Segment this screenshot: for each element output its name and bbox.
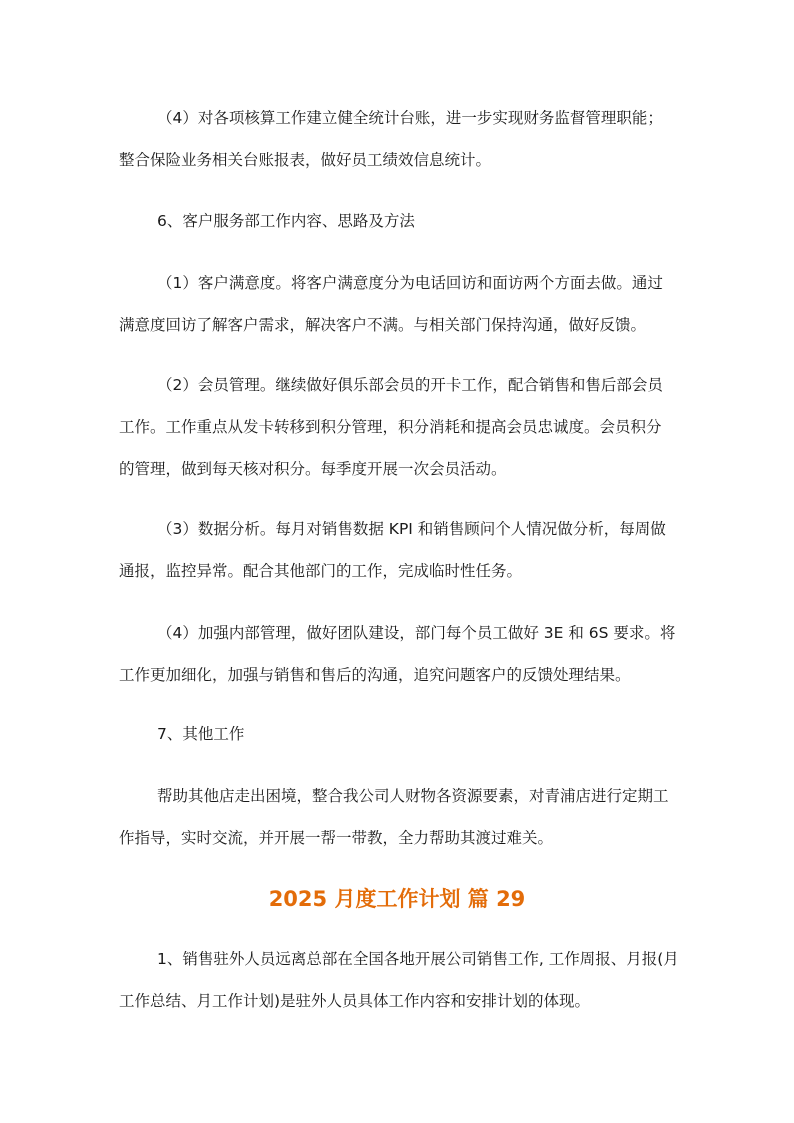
text-line: （1）客户满意度。将客户满意度分为电话回访和面访两个方面去做。通过	[157, 274, 663, 292]
text-line: 的管理，做到每天核对积分。每季度开展一次会员活动。	[119, 460, 507, 478]
text-line: 6、客户服务部工作内容、思路及方法	[157, 212, 415, 230]
text-line: 整合保险业务相关台账报表，做好员工绩效信息统计。	[119, 151, 492, 169]
text-line: （3）数据分析。每月对销售数据 KPI 和销售顾问个人情况做分析，每周做	[157, 520, 666, 538]
section-heading-other-work	[119, 713, 677, 755]
text-line: 作指导，实时交流，并开展一帮一带教，全力帮助其渡过难关。	[119, 829, 554, 847]
paragraph-data-analysis	[119, 508, 677, 592]
text-line: 通报，监控异常。配合其他部门的工作，完成临时性任务。	[119, 562, 523, 580]
text-line: 7、其他工作	[157, 725, 245, 743]
text-line: （2）会员管理。继续做好俱乐部会员的开卡工作，配合销售和售后部会员	[157, 376, 663, 394]
text-line: 帮助其他店走出困境，整合我公司人财物各资源要素，对青浦店进行定期工	[157, 787, 669, 805]
text-line: 1、销售驻外人员远离总部在全国各地开展公司销售工作, 工作周报、月报(月	[157, 950, 679, 968]
paragraph-help-other-stores	[119, 775, 677, 859]
text-line: （4）对各项核算工作建立健全统计台账，进一步实现财务监督管理职能；	[157, 109, 663, 127]
section-heading-customer-service	[119, 200, 677, 242]
paragraph-customer-satisfaction	[119, 262, 677, 346]
paragraph-accounting-ledger	[119, 97, 677, 181]
text-line: 工作更加细化，加强与销售和售后的沟通，追究问题客户的反馈处理结果。	[119, 666, 631, 684]
paragraph-member-management	[119, 364, 677, 490]
paragraph-sales-reports	[119, 938, 677, 1022]
text-line: 工作总结、月工作计划)是驻外人员具体工作内容和安排计划的体现。	[119, 992, 591, 1010]
paragraph-internal-management	[119, 612, 677, 696]
text-line: 工作。工作重点从发卡转移到积分管理，积分消耗和提高会员忠诚度。会员积分	[119, 418, 662, 436]
plan-title: 2025 月度工作计划 篇 29	[268, 887, 526, 911]
text-line: 满意度回访了解客户需求，解决客户不满。与相关部门保持沟通，做好反馈。	[119, 316, 647, 334]
text-line: （4）加强内部管理，做好团队建设，部门每个员工做好 3E 和 6S 要求。将	[157, 624, 676, 642]
